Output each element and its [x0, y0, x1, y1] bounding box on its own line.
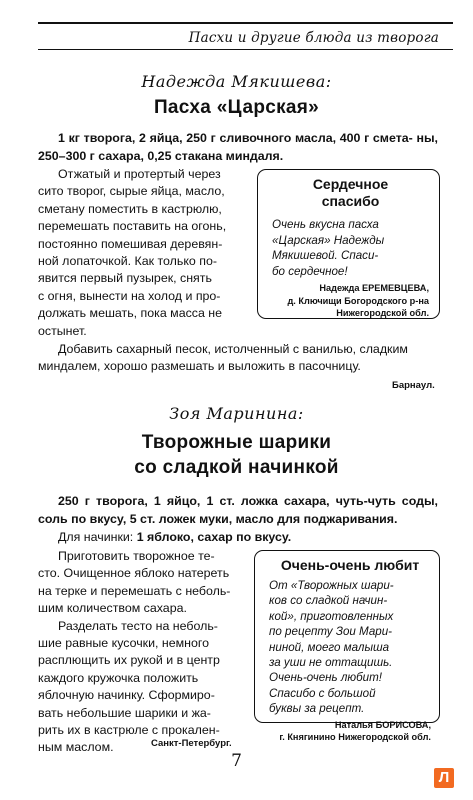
recipe2-method-line: Приготовить творожное те- — [58, 549, 215, 563]
recipe2-title-line: Творожные шарики — [141, 432, 332, 453]
recipe1-box-title-line: спасибо — [321, 193, 380, 209]
recipe2-box-sign-line: Наталья БОРИСОВА, — [334, 719, 431, 730]
recipe1-box-text-line: «Царская» Надежды — [272, 233, 385, 247]
recipe2-box-text — [269, 578, 431, 717]
recipe1-box-text-line: Очень вкусна пасха — [272, 218, 379, 231]
recipe1-title: Пасха «Царская» — [153, 97, 320, 118]
recipe1-ingredients-line: 1 кг творога, 2 яйца, 250 г сливочного масла, 400 г смета- — [58, 131, 413, 145]
recipe1-box-signature — [272, 282, 429, 320]
recipe2-box-text-line: по рецепту Зои Мари- — [269, 625, 393, 639]
recipe2-title-line: со сладкой начинкой — [134, 457, 339, 478]
recipe2-box-text-line: Очень-очень любит! — [269, 671, 382, 685]
recipe1-thanks-box — [257, 169, 440, 319]
recipe2-box-text-line: Спасибо с большой — [269, 686, 376, 700]
recipe2-box-title: Очень-очень любит — [280, 557, 420, 573]
recipe2-box-signature — [269, 719, 431, 744]
recipe1-box-sign-line: д. Ключищи Богородского р-на — [287, 295, 429, 306]
recipe1-box-title — [272, 176, 429, 210]
recipe1-method-line: остынет. — [38, 323, 87, 338]
recipe1-method-line: с огня, вынести на холод и про- — [38, 288, 221, 303]
recipe2-title — [0, 430, 473, 480]
recipe1-author: Надежда Мякишева: — [141, 72, 332, 91]
recipe1-finish — [38, 341, 408, 376]
recipe2-method-line: расплющить их рукой и в центр — [38, 653, 220, 668]
recipe2-method-line: на терке и перемешать с неболь- — [38, 583, 231, 598]
recipe1-method-line: постоянно помешивая деревян- — [38, 236, 223, 251]
recipe1-method-line: должать мешать, пока масса не — [38, 306, 223, 321]
recipe2-ingredients-line: 250 г творога, 1 яйцо, 1 ст. ложка сахара, чуть-чуть соды, — [58, 494, 438, 508]
recipe2-ingredients-line: соль по вкусу, 5 ст. ложек муки, масло для поджаривания. — [38, 511, 398, 526]
header-bottom-rule — [38, 49, 453, 50]
recipe2-box-text-line: ков со сладкой начин- — [269, 594, 388, 608]
recipe1-method — [38, 166, 226, 340]
recipe1-box-text — [272, 217, 429, 279]
recipe1-finish-line: миндалем, хорошо размешать и выложить в пасочницу. — [38, 359, 361, 374]
recipe2-box-text-line: ниной, моего малыша — [269, 640, 390, 654]
recipe1-method-line: Отжатый и протертый через — [58, 167, 221, 181]
recipe2-box-text-line: От «Творожных шари- — [269, 579, 394, 592]
header-top-rule — [38, 22, 453, 24]
recipe1-box-text-line: бо сердечное! — [272, 264, 348, 278]
recipe1-method-line: сито творог, сырые яйца, масло, — [38, 184, 225, 199]
recipe1-method-line: перемешать поставить на огонь, — [38, 219, 227, 234]
running-header-title: Пасхи и другие блюда из творога — [188, 30, 439, 46]
recipe2-city: Санкт-Петербург. — [151, 738, 232, 749]
recipe1-ingredients-line: ны, 250–300 г сахара, 0,25 стакана миндаля. — [38, 131, 438, 163]
recipe1-finish-line: Добавить сахарный песок, истолченный с ванилью, сладким — [58, 342, 408, 356]
recipe2-box-sign-line: г. Княгинино Нижегородской обл. — [279, 732, 431, 743]
page-number: 7 — [231, 751, 242, 771]
recipe2-box-text-line: за уши не оттащишь. — [269, 656, 393, 670]
recipe2-filling-value: 1 яблоко, сахар по вкусу. — [136, 530, 292, 544]
recipe2-method-line: сто. Очищенное яблоко натереть — [38, 566, 230, 581]
recipe2-filling — [58, 529, 291, 546]
recipe2-method-line: Разделать тесто на неболь- — [58, 618, 218, 633]
recipe1-box-title-line: Сердечное — [312, 176, 389, 192]
recipe1-method-line: ной лопаточкой. Как только по- — [38, 254, 217, 269]
litres-logo-icon[interactable]: Л — [434, 768, 454, 788]
recipe2-box-text-line: буквы за рецепт. — [269, 702, 365, 716]
recipe2-method-line: ным маслом. — [38, 740, 114, 755]
recipe2-method-line: вать небольшие шарики и жа- — [38, 705, 211, 720]
recipe2-love-box — [254, 550, 440, 743]
recipe2-method-line: яблочную начинку. Сформиро- — [38, 688, 215, 703]
recipe1-box-text-line: Мякишевой. Спаси- — [272, 249, 379, 263]
recipe2-method-line: рить их в кастрюле с прокален- — [38, 723, 220, 738]
recipe2-method-line: шие равные кусочки, немного — [38, 636, 210, 651]
recipe2-filling-label: Для начинки: — [58, 530, 134, 544]
recipe2-method-line: каждого кружочка положить — [38, 670, 199, 685]
recipe2-ingredients — [38, 493, 438, 528]
recipe2-method — [38, 548, 230, 757]
recipe1-ingredients — [38, 130, 438, 165]
recipe1-box-sign-line: Нижегородской обл. — [336, 308, 429, 319]
recipe2-box-text-line: кой», приготовленных — [269, 609, 394, 623]
recipe1-city: Барнаул. — [392, 380, 435, 391]
recipe2-method-line: шим количеством сахара. — [38, 601, 187, 616]
recipe1-method-line: явится первый пузырек, снять — [38, 271, 212, 286]
recipe1-box-sign-line: Надежда ЕРЕМЕВЦЕВА, — [319, 283, 429, 294]
running-header — [0, 22, 473, 52]
recipe1-method-line: сметану поместить в кастрюлю, — [38, 201, 222, 216]
recipe2-author: Зоя Маринина: — [169, 404, 304, 423]
